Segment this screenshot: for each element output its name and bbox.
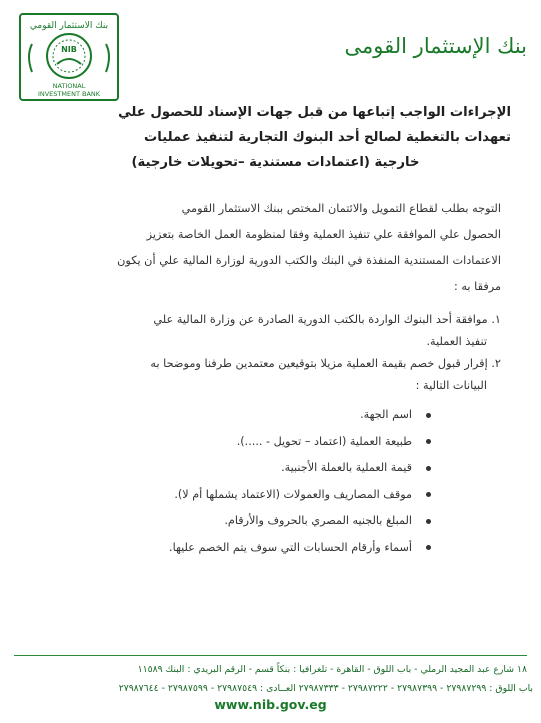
bullet-icon [426, 492, 431, 497]
logo-caption-ar: بنك الاستثمار القومي [29, 21, 109, 31]
list-item [71, 508, 431, 535]
numbered-item-line: ٢. إقرار قبول خصم بقيمة العملية مزيلا بتوقيعين معتمدين طرفنا وموضحا به [150, 357, 501, 370]
footer-phones: باب اللوق : ٢٧٩٨٧٢٩٩ - ٢٧٩٨٧٣٩٩ - ٢٧٩٨٧٢٢٢ - ٢٧٩٨٧٣٣٣ العــادى : ٢٧٩٨٧٥٤٩ - ٢٧٩٨٧٥٩٩ - ٢٧٩٨٧٦٤٤ [118, 683, 533, 694]
title-line-3: خارجية (اعتمادات مستندية –تحويلات خارجية) [131, 155, 420, 170]
intro-line: الاعتمادات المستندية المنفذة في البنك والكتب الدورية لوزارة المالية علي أن يكون [117, 254, 501, 267]
required-data-list [71, 402, 431, 561]
title-line-1: الإجراءات الواجب إتباعها من قبل جهات الإسناد للحصول علي [118, 105, 511, 120]
nib-emblem-icon [18, 12, 120, 102]
list-item [71, 402, 431, 429]
list-item [71, 455, 431, 482]
document-title [40, 100, 511, 175]
bullet-icon [426, 519, 431, 524]
intro-paragraph [32, 196, 501, 300]
list-item-text: اسم الجهة. [360, 408, 412, 421]
bullet-icon [426, 439, 431, 444]
intro-line: التوجه بطلب لقطاع التمويل والائتمان المختص ببنك الاستثمار القومي [181, 202, 501, 215]
numbered-item-2 [41, 353, 501, 397]
footer-divider [14, 655, 527, 656]
list-item [71, 482, 431, 509]
intro-line: مرفقا به : [453, 280, 501, 293]
list-item [71, 535, 431, 562]
title-line-2: تعهدات بالتغطية لصالح أحد البنوك التجارية لتنفيذ عمليات [143, 130, 511, 145]
numbered-item-1 [41, 309, 501, 353]
logo-mark: NIB [61, 45, 77, 54]
list-item-text: موقف المصاريف والعمولات (الاعتماد يشملها أم لا). [174, 487, 412, 501]
list-item [71, 429, 431, 456]
numbered-item-line: البيانات التالية : [415, 379, 487, 392]
bullet-icon [426, 413, 431, 418]
bullet-icon [426, 466, 431, 471]
logo-caption-en-1: NATIONAL [52, 82, 86, 90]
logo-caption-en-2: INVESTMENT BANK [37, 90, 101, 98]
numbered-item-line: تنفيذ العملية. [426, 335, 487, 348]
footer-website-link[interactable]: www.nib.gov.eg [214, 697, 327, 712]
list-item-text: المبلغ بالجنيه المصري بالحروف والأرقام. [224, 514, 412, 527]
footer-address: ١٨ شارع عبد المجيد الرملي - باب اللوق - القاهرة - تلغرافيا : بنكاً قسم - الرقم البريدي : البنك ١١٥٨٩ [137, 664, 527, 675]
bank-name-heading: بنك الإستثمار القومى [344, 34, 527, 58]
intro-line: الحصول علي الموافقة علي تنفيذ العملية وفقا لمنظومة العمل الخاصة بتعزيز [146, 228, 501, 241]
list-item-text: قيمة العملية بالعملة الأجنبية. [281, 461, 412, 474]
list-item-text: أسماء وأرقام الحسابات التي سوف يتم الخصم عليها. [169, 540, 412, 554]
numbered-item-line: ١. موافقة أحد البنوك الواردة بالكتب الدورية الصادرة عن وزارة المالية علي [153, 313, 501, 326]
list-item-text: طبيعة العملية (اعتماد – تحويل - .....). [236, 434, 412, 448]
bank-logo [18, 12, 120, 102]
bullet-icon [426, 545, 431, 550]
